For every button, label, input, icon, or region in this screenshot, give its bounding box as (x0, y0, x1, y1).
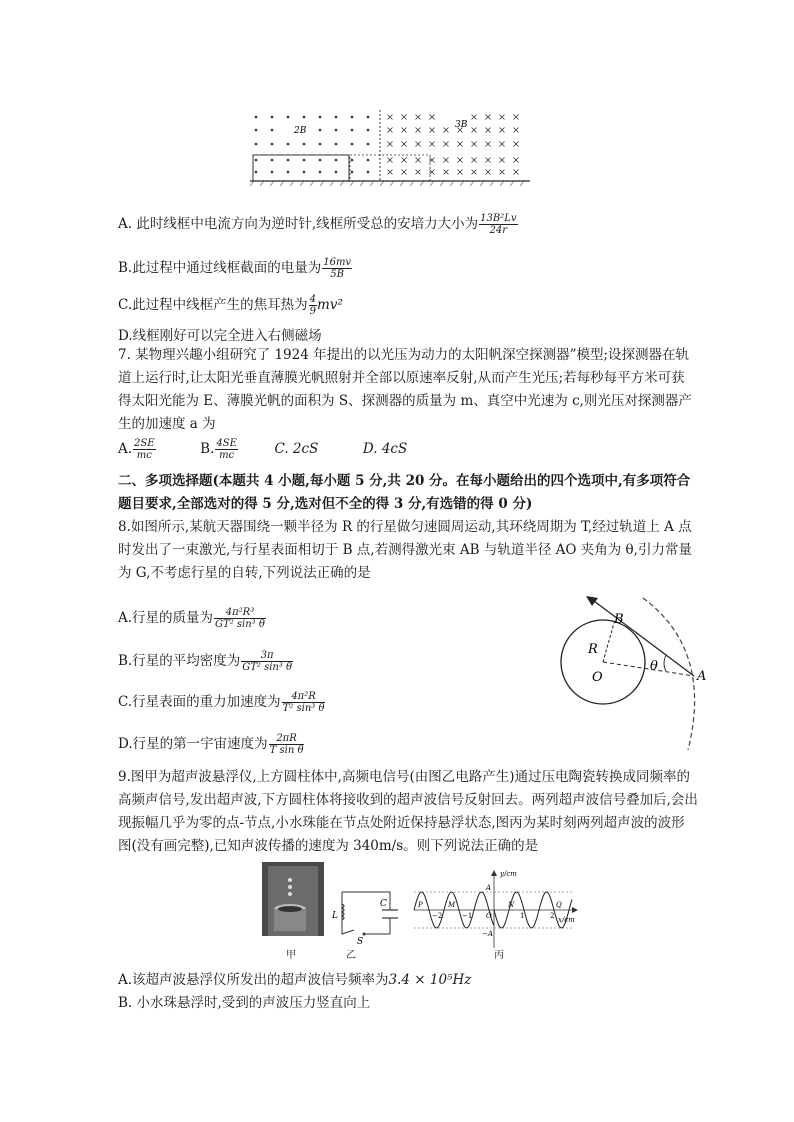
field-dot (319, 171, 322, 174)
field-dot (271, 116, 274, 119)
q7-b-fraction (215, 438, 238, 461)
q6-c-fraction (309, 294, 317, 317)
q8-c-text: C.行星表面的重力加速度为 (118, 694, 281, 710)
field-cross (416, 142, 421, 147)
q9-option-a (118, 971, 471, 989)
q8-b-fraction (241, 650, 293, 673)
wave-tick-1: 1 (520, 912, 525, 920)
q7-b-den: mc (219, 450, 235, 461)
field-cross (458, 170, 463, 175)
q7-stem: 7. 某物理兴趣小组研究了 1924 年提出的以光压为动力的太阳帆深空探测器”模型;设探测器在轨道上运行时,让太阳光垂直薄膜光帆照射并全部以原速率反射,从而产生光压;若每秒每平方米可获得太阳光能为 E、薄膜光帆的面积为 S、探测器的质量为 m、真空中光速为 c,则光压对探测器产生的加速度 a 为 (118, 347, 692, 432)
q6-c-num: 4 (309, 294, 317, 305)
section-2-heading: 二、多项选择题(本题共 4 小题,每小题 5 分,共 20 分。在每小题给出的四个选项中,有多项符合题目要求,全部选对的得 5 分,选对但不全的得 3 分,有选错的得 0 分) (118, 473, 691, 512)
field-cross (430, 115, 435, 120)
field-cross (472, 158, 477, 163)
field-cross (388, 158, 393, 163)
q7-c: C. 2cS (274, 441, 319, 457)
field-dot (319, 116, 322, 119)
q8-option-c (118, 691, 325, 714)
field-cross (388, 128, 393, 133)
q8-option-a (118, 607, 266, 630)
q7-options (118, 438, 407, 461)
q6-option-b (118, 257, 352, 280)
field-dot (351, 171, 354, 174)
q7-a-num: 2SE (134, 438, 155, 449)
label-b: B (614, 612, 624, 627)
field-dot (319, 159, 322, 162)
field-dot (255, 171, 258, 174)
label-c: C (380, 899, 387, 909)
q6-a-den: 24r (489, 225, 508, 236)
field-dot (319, 143, 322, 146)
orbit-arc (643, 598, 695, 750)
wave-ylabel: y/cm (500, 870, 517, 878)
field-cross (486, 158, 491, 163)
label-a: A (697, 669, 707, 684)
wave-o: O (486, 912, 492, 920)
field-cross (416, 128, 421, 133)
field-cross (388, 142, 393, 147)
q8-stem: 8.如图所示,某航天器围绕一颗半径为 R 的行星做匀速圆周运动,其环绕周期为 T,经过轨道上 A 点时发出了一束激光,与行星表面相切于 B 点,若测得激光束 AB 与轨道半径 AO 夹角为 θ,引力常量为 G,不考虑行星的自转,下列说法正确的是 (118, 519, 692, 581)
q7-a-label: A. (118, 441, 133, 457)
q8-b-text: B.行星的平均密度为 (118, 653, 241, 669)
field-cross (500, 115, 505, 120)
q8-a-den: GT² sin³ θ (215, 619, 265, 630)
field-dot (367, 159, 370, 162)
q6-a-text: A. 此时线框中电流方向为逆时针,线框所受总的安培力大小为 (118, 216, 479, 232)
field-dot (367, 143, 370, 146)
field-dot (271, 159, 274, 162)
field-dot (335, 143, 338, 146)
q8-d-den: T sin θ (269, 745, 304, 756)
label-l: L (332, 911, 338, 921)
field-cross (388, 170, 393, 175)
q6-b-fraction (322, 257, 352, 280)
radius-ob (603, 623, 614, 662)
field-dot (255, 159, 258, 162)
q8-d-num: 2πR (269, 733, 305, 745)
q8-orbit-figure (548, 590, 718, 760)
field-cross (402, 158, 407, 163)
q8-c-den: T² sin³ θ (282, 703, 325, 714)
field-dot (335, 159, 338, 162)
field-cross (402, 170, 407, 175)
field-dot (287, 143, 290, 146)
field-dot (255, 143, 258, 146)
field-cross (402, 115, 407, 120)
field-dot (271, 143, 274, 146)
field-dot (335, 116, 338, 119)
field-dot (351, 159, 354, 162)
q8-c-fraction (282, 691, 326, 714)
q6-c-tail: mv² (317, 297, 343, 313)
q9-stem: 9.图甲为超声波悬浮仪,上方圆柱体中,高频电信号(由图乙电路产生)通过压电陶瓷转换成同频率的高频声信号,发出超声波,下方圆柱体将接收到的超声波信号反射回去。两列超声波信号叠加后,会出现振幅几乎为零的点-节点,小水珠能在节点处附近保持悬浮状态,图丙为某时刻两列超声波的波形图(没有画完整),已知声波传播的速度为 340m/s。则下列说法正确的是 (118, 769, 698, 854)
field-dot (351, 129, 354, 132)
field-cross (472, 170, 477, 175)
q6-option-d: D.线框刚好可以完全进入右侧磁场 (118, 328, 322, 344)
field-cross (500, 142, 505, 147)
figure-yi-circuit (330, 882, 410, 944)
field-cross (486, 115, 491, 120)
q6-option-a (118, 213, 518, 236)
q6-b-num: 16mv (323, 257, 352, 268)
label-bing: 丙 (494, 950, 504, 961)
field-cross (500, 170, 505, 175)
field-dot (255, 129, 258, 132)
field-dot (271, 171, 274, 174)
wave-tick-m1: −1 (462, 912, 473, 920)
label-jia: 甲 (286, 950, 296, 961)
field-cross (472, 115, 477, 120)
field-cross (486, 128, 491, 133)
q8-b-num: 3π (241, 650, 293, 662)
wave-a-bottom: −A (482, 930, 493, 938)
field-dot (255, 116, 258, 119)
field-cross (402, 128, 407, 133)
field-cross (416, 158, 421, 163)
label-2b: 2B (294, 126, 307, 136)
label-yi: 乙 (346, 950, 356, 961)
q7-d: D. 4cS (362, 441, 408, 457)
field-dot (351, 143, 354, 146)
laser-arrow (586, 596, 598, 606)
field-dot (303, 159, 306, 162)
magnetic-field-figure (240, 108, 540, 188)
q6-b-den: 5B (330, 269, 344, 280)
field-cross (514, 142, 519, 147)
field-dot (367, 129, 370, 132)
q8-c-num: 4π²R (282, 691, 326, 703)
wave-q: Q (556, 901, 562, 909)
field-dot (367, 171, 370, 174)
q6-c-text: C.此过程中线框产生的焦耳热为 (118, 297, 308, 313)
q8-a-num: 4π²R³ (214, 607, 266, 619)
field-cross (486, 170, 491, 175)
field-dot (287, 171, 290, 174)
q6-c-den: 9 (309, 306, 317, 317)
q7-b-num: 4SE (216, 438, 237, 449)
field-cross (514, 115, 519, 120)
label-r: R (588, 642, 598, 657)
field-cross (472, 128, 477, 133)
frame-solid (253, 155, 349, 181)
field-dot (319, 129, 322, 132)
q8-a-text: A.行星的质量为 (118, 610, 214, 626)
label-s: S (357, 937, 364, 944)
q7-b-label: B. (200, 441, 215, 457)
wave-tick-m2: −2 (432, 912, 443, 920)
wave-n: N (508, 901, 515, 909)
field-cross (444, 142, 449, 147)
q6-a-fraction (479, 213, 517, 236)
field-dot (351, 116, 354, 119)
field-dot (367, 116, 370, 119)
field-cross (514, 128, 519, 133)
field-cross (444, 170, 449, 175)
field-dot (303, 171, 306, 174)
left-field-dots (255, 116, 370, 174)
q8-option-b (118, 650, 293, 673)
q8-option-d (118, 733, 304, 756)
q6-b-text: B.此过程中通过线框截面的电量为 (118, 260, 322, 276)
wave-a-top: A (486, 884, 492, 892)
field-cross (472, 142, 477, 147)
q9-a-value: 3.4 × 10⁵Hz (388, 972, 472, 988)
field-cross (514, 170, 519, 175)
q7-a-den: mc (136, 450, 152, 461)
wave-m: M (448, 901, 456, 909)
q8-d-fraction (269, 733, 305, 756)
figure-bing-wave (412, 870, 582, 950)
wave-p: P (418, 901, 423, 909)
field-cross (430, 128, 435, 133)
figure-jia-photo (262, 862, 324, 942)
q7-a-fraction (133, 438, 156, 461)
field-cross (388, 115, 393, 120)
field-cross (500, 128, 505, 133)
field-cross (416, 115, 421, 120)
field-cross (514, 158, 519, 163)
field-cross (444, 158, 449, 163)
field-dot (303, 116, 306, 119)
wave-tick-2: 2 (550, 912, 555, 920)
radius-ao (603, 662, 694, 676)
field-cross (444, 128, 449, 133)
right-field-crosses (388, 115, 519, 175)
q8-a-fraction (214, 607, 266, 630)
field-cross (486, 142, 491, 147)
q8-d-text: D.行星的第一宇宙速度为 (118, 736, 268, 752)
q9-option-b: B. 小水珠悬浮时,受到的声波压力竖直向上 (118, 995, 371, 1011)
field-cross (458, 158, 463, 163)
field-dot (335, 129, 338, 132)
frame-dashed (350, 155, 430, 181)
field-dot (287, 116, 290, 119)
q8-b-den: GT² sin³ θ (242, 662, 293, 673)
field-cross (402, 142, 407, 147)
label-3b: 3B (455, 120, 468, 130)
field-dot (271, 129, 274, 132)
wave-xlabel: x/cm (558, 916, 575, 924)
field-dot (335, 171, 338, 174)
field-cross (416, 170, 421, 175)
field-cross (430, 142, 435, 147)
q6-a-num: 13B²Lv (480, 213, 517, 224)
q6-option-c (118, 294, 343, 317)
label-theta: θ (650, 659, 658, 674)
field-cross (500, 158, 505, 163)
field-cross (458, 142, 463, 147)
field-dot (303, 143, 306, 146)
label-o: O (592, 670, 603, 685)
theta-arc (664, 655, 666, 671)
field-dot (287, 159, 290, 162)
q9-a-text: A.该超声波悬浮仪所发出的超声波信号频率为 (118, 972, 389, 988)
